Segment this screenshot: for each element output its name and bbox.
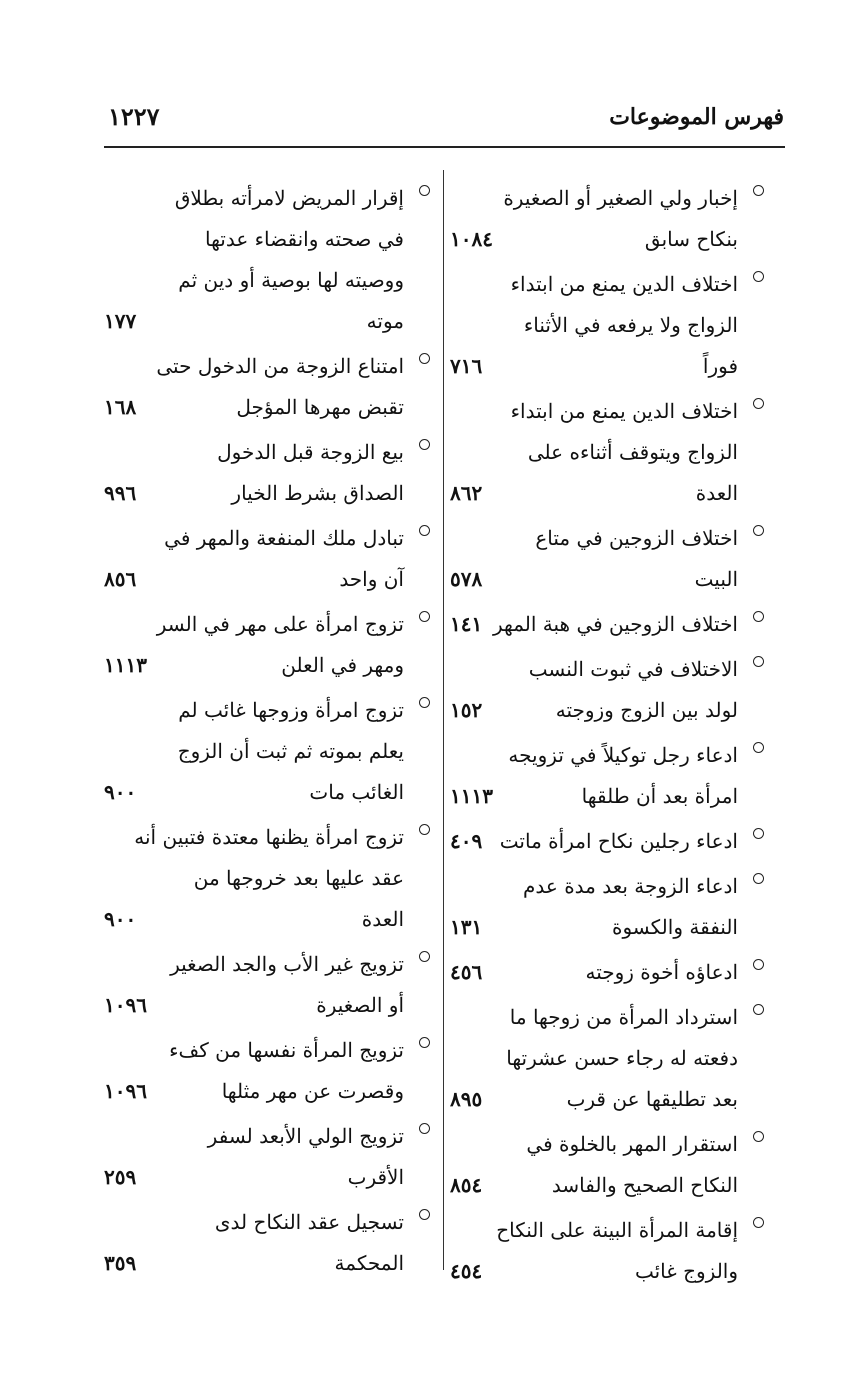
index-entry <box>104 690 434 813</box>
entry-text-line: تقبض مهرها المؤجل <box>236 395 404 419</box>
column-divider <box>443 170 444 1270</box>
entry-text-line: تزويج المرأة نفسها من كفء <box>169 1038 404 1062</box>
index-column-left <box>104 178 434 1288</box>
entry-text-line: الزواج ولا يرفعه في الأثناء <box>523 313 738 337</box>
entry-text-line: العدة <box>361 907 404 931</box>
index-entry <box>104 604 434 686</box>
index-entry <box>450 821 768 862</box>
circle-bullet-icon <box>419 1037 430 1048</box>
entry-text-line: اختلاف الزوجين في هبة المهر <box>492 612 738 636</box>
entry-text-line: استقرار المهر بالخلوة في <box>526 1132 738 1156</box>
entry-page-number: ٥٧٨ <box>450 567 483 591</box>
index-entry <box>450 952 768 993</box>
entry-page-number: ٤٥٤ <box>450 1259 483 1283</box>
circle-bullet-icon <box>753 828 764 839</box>
index-entry <box>450 1210 768 1292</box>
entry-page-number: ١٣١ <box>450 915 483 939</box>
entry-text-line: وقصرت عن مهر مثلها <box>221 1079 404 1103</box>
circle-bullet-icon <box>753 525 764 536</box>
entry-text-line: اختلاف الدين يمنع من ابتداء <box>510 272 738 296</box>
entry-text-line: الصداق بشرط الخيار <box>231 481 404 505</box>
circle-bullet-icon <box>753 656 764 667</box>
circle-bullet-icon <box>753 1004 764 1015</box>
circle-bullet-icon <box>753 742 764 753</box>
index-entry <box>450 518 768 600</box>
entry-text-line: دفعته له رجاء حسن عشرتها <box>506 1046 738 1070</box>
entry-text-line: الزواج ويتوقف أثناءه على <box>527 440 738 464</box>
index-entry <box>450 997 768 1120</box>
entry-text-line: المحكمة <box>334 1251 404 1275</box>
circle-bullet-icon <box>753 1217 764 1228</box>
index-entry <box>104 518 434 600</box>
entry-text-line: فوراً <box>702 354 738 378</box>
entry-page-number: ٩٩٦ <box>104 481 137 505</box>
circle-bullet-icon <box>419 1209 430 1220</box>
entry-page-number: ٩٠٠ <box>104 780 137 804</box>
entry-text-line: امرأة بعد أن طلقها <box>581 784 738 808</box>
page-header <box>108 98 784 140</box>
entry-page-number: ١٦٨ <box>104 395 137 419</box>
entry-page-number: ١٤١ <box>450 612 483 636</box>
entry-text-line: استرداد المرأة من زوجها ما <box>509 1005 738 1029</box>
circle-bullet-icon <box>753 873 764 884</box>
entry-text-line: آن واحد <box>339 567 404 591</box>
index-entry <box>104 1202 434 1284</box>
index-entry <box>104 1030 434 1112</box>
entry-page-number: ٨٥٦ <box>104 567 137 591</box>
page-number: ١٢٢٧ <box>108 102 160 131</box>
index-entry <box>450 604 768 645</box>
entry-text-line: تزويج غير الأب والجد الصغير <box>170 952 404 976</box>
entry-text-line: إخبار ولي الصغير أو الصغيرة <box>503 186 738 210</box>
circle-bullet-icon <box>419 185 430 196</box>
entry-text-line: العدة <box>695 481 738 505</box>
index-entry <box>104 944 434 1026</box>
entry-page-number: ٩٠٠ <box>104 907 137 931</box>
entry-page-number: ٨٥٤ <box>450 1173 483 1197</box>
entry-text-line: في صحته وانقضاء عدتها <box>204 227 404 251</box>
entry-text-line: ومهر في العلن <box>281 653 404 677</box>
index-entry <box>450 649 768 731</box>
entry-text-line: بيع الزوجة قبل الدخول <box>217 440 404 464</box>
index-entry <box>104 1116 434 1198</box>
page-title: فهرس الموضوعات <box>609 104 784 130</box>
entry-text-line: تزوج امرأة على مهر في السر <box>156 612 404 636</box>
index-entry <box>450 866 768 948</box>
entry-text-line: البيت <box>694 567 738 591</box>
entry-page-number: ٣٥٩ <box>104 1251 137 1275</box>
index-entry <box>104 817 434 940</box>
entry-page-number: ١٠٩٦ <box>104 1079 147 1103</box>
circle-bullet-icon <box>753 611 764 622</box>
circle-bullet-icon <box>753 1131 764 1142</box>
circle-bullet-icon <box>419 1123 430 1134</box>
entry-text-line: إقامة المرأة البينة على النكاح <box>496 1218 738 1242</box>
entry-text-line: عقد عليها بعد خروجها من <box>193 866 404 890</box>
index-entry <box>450 391 768 514</box>
entry-text-line: يعلم بموته ثم ثبت أن الزوج <box>177 739 404 763</box>
entry-page-number: ٢٥٩ <box>104 1165 137 1189</box>
entry-text-line: اختلاف الدين يمنع من ابتداء <box>510 399 738 423</box>
index-entry <box>450 178 768 260</box>
entry-text-line: الأقرب <box>347 1165 404 1189</box>
entry-text-line: امتناع الزوجة من الدخول حتى <box>156 354 404 378</box>
index-entry <box>104 432 434 514</box>
index-entry <box>104 346 434 428</box>
circle-bullet-icon <box>419 439 430 450</box>
circle-bullet-icon <box>419 525 430 536</box>
entry-page-number: ١٠٩٦ <box>104 993 147 1017</box>
circle-bullet-icon <box>419 611 430 622</box>
circle-bullet-icon <box>753 959 764 970</box>
entry-text-line: ادعاؤه أخوة زوجته <box>585 960 738 984</box>
entry-text-line: بنكاح سابق <box>644 227 738 251</box>
entry-text-line: النفقة والكسوة <box>611 915 738 939</box>
entry-page-number: ١٥٢ <box>450 698 483 722</box>
entry-text-line: الغائب مات <box>309 780 404 804</box>
entry-text-line: بعد تطليقها عن قرب <box>566 1087 738 1111</box>
entry-text-line: النكاح الصحيح والفاسد <box>551 1173 738 1197</box>
entry-text-line: تبادل ملك المنفعة والمهر في <box>164 526 404 550</box>
circle-bullet-icon <box>753 271 764 282</box>
entry-page-number: ١١١٣ <box>450 784 493 808</box>
index-entry <box>104 178 434 342</box>
entry-text-line: أو الصغيرة <box>316 993 404 1017</box>
entry-page-number: ٨٦٢ <box>450 481 483 505</box>
circle-bullet-icon <box>419 353 430 364</box>
entry-text-line: ادعاء رجلين نكاح امرأة ماتت <box>499 829 738 853</box>
entry-text-line: تزوج امرأة وزوجها غائب لم <box>178 698 404 722</box>
entry-text-line: والزوج غائب <box>634 1259 738 1283</box>
index-column-right <box>450 178 768 1296</box>
entry-page-number: ٤٠٩ <box>450 829 483 853</box>
entry-text-line: الاختلاف في ثبوت النسب <box>528 657 738 681</box>
entry-text-line: تسجيل عقد النكاح لدى <box>214 1210 404 1234</box>
circle-bullet-icon <box>753 398 764 409</box>
entry-text-line: إقرار المريض لامرأته بطلاق <box>174 186 404 210</box>
entry-text-line: ووصيته لها بوصية أو دين ثم <box>178 268 404 292</box>
index-entry <box>450 735 768 817</box>
entry-text-line: ادعاء الزوجة بعد مدة عدم <box>523 874 738 898</box>
circle-bullet-icon <box>419 951 430 962</box>
entry-text-line: لولد بين الزوج وزوجته <box>555 698 738 722</box>
entry-text-line: موته <box>366 309 404 333</box>
entry-page-number: ٧١٦ <box>450 354 483 378</box>
circle-bullet-icon <box>419 824 430 835</box>
entry-page-number: ٨٩٥ <box>450 1087 483 1111</box>
entry-page-number: ٤٥٦ <box>450 960 483 984</box>
entry-text-line: اختلاف الزوجين في متاع <box>535 526 738 550</box>
entry-page-number: ١٧٧ <box>104 309 137 333</box>
circle-bullet-icon <box>753 185 764 196</box>
entry-text-line: ادعاء رجل توكيلاً في تزويجه <box>508 743 738 767</box>
header-divider <box>104 146 785 148</box>
entry-page-number: ١١١٣ <box>104 653 147 677</box>
index-entry <box>450 1124 768 1206</box>
entry-text-line: تزوج امرأة يظنها معتدة فتبين أنه <box>134 825 404 849</box>
index-entry <box>450 264 768 387</box>
circle-bullet-icon <box>419 697 430 708</box>
entry-page-number: ١٠٨٤ <box>450 227 493 251</box>
entry-text-line: تزويج الولي الأبعد لسفر <box>207 1124 404 1148</box>
